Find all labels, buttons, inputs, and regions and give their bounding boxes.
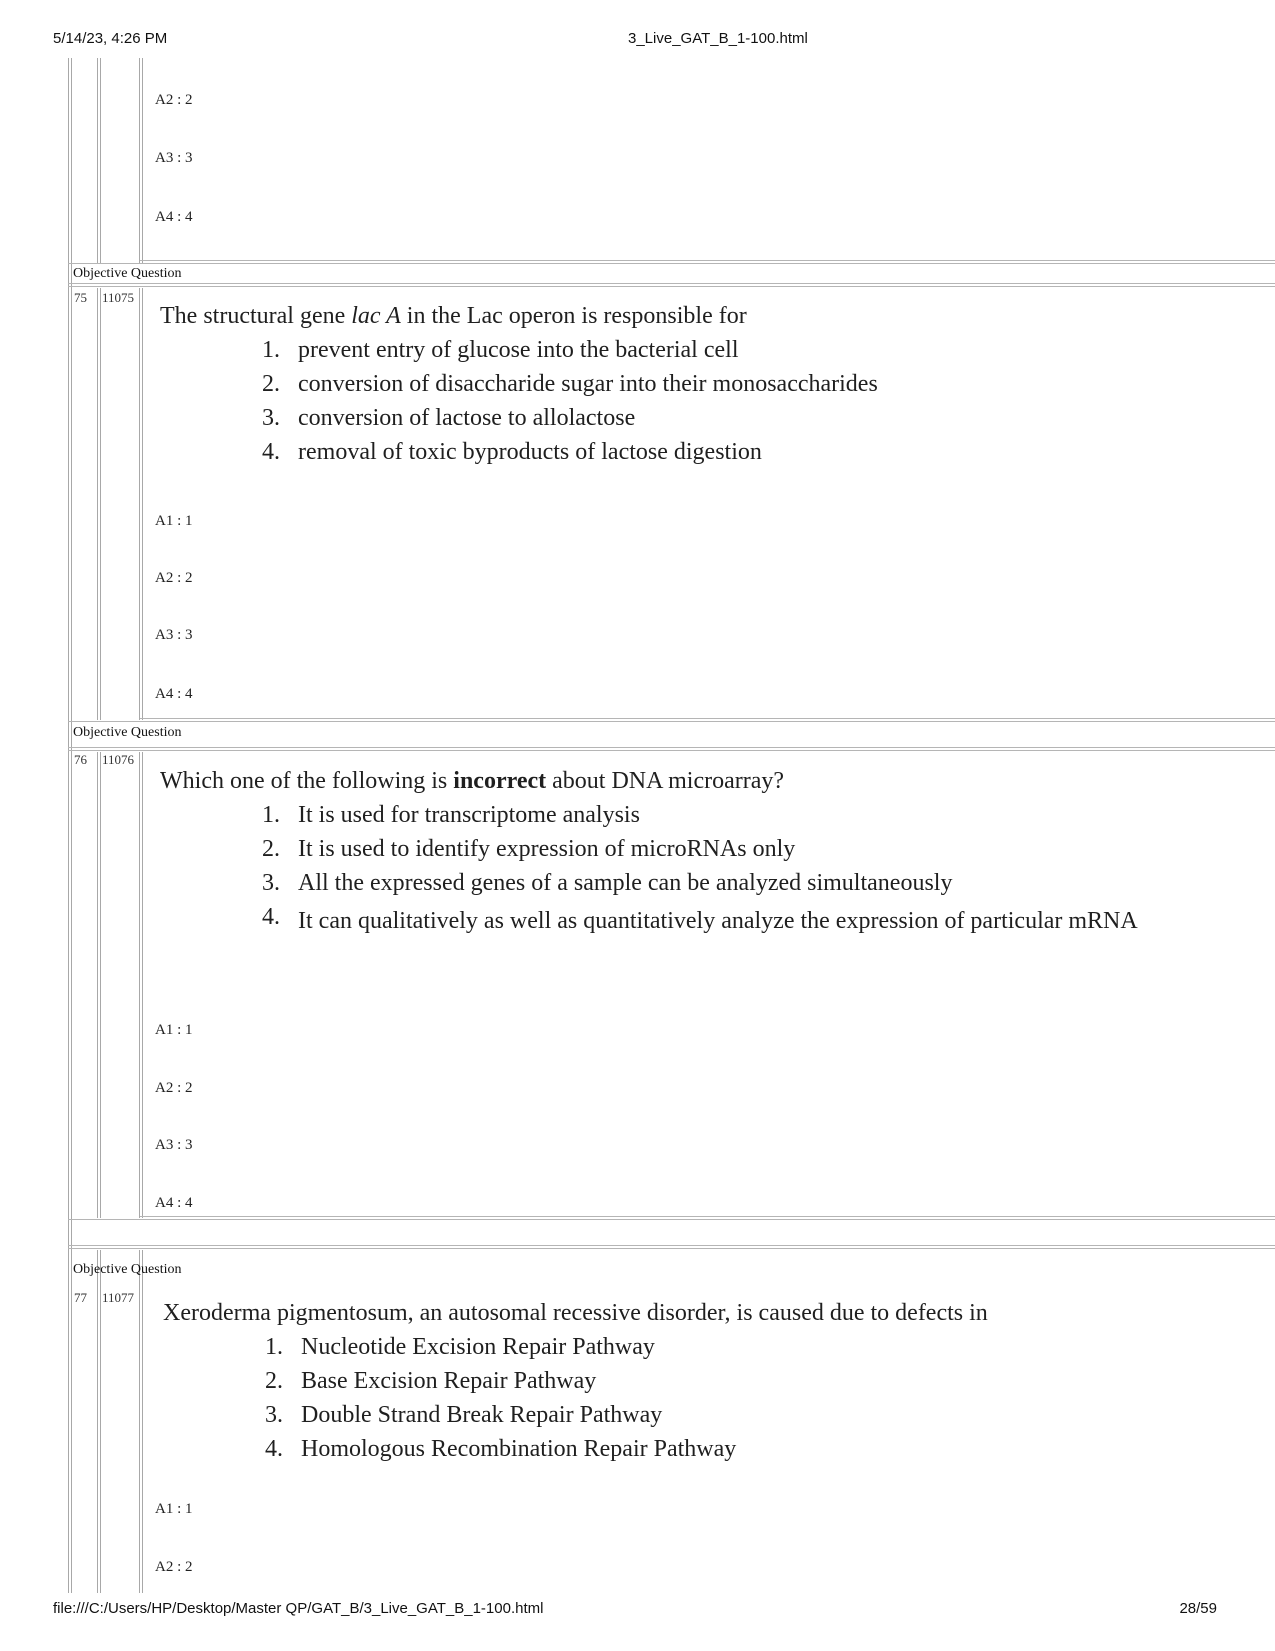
answer-option: A3 : 3 [155, 150, 193, 166]
frame-line [142, 1250, 143, 1593]
row-divider [140, 718, 1275, 719]
row-divider [68, 1245, 1275, 1246]
frame-line [142, 58, 143, 263]
frame-line [71, 58, 72, 1593]
question-stem: Xeroderma pigmentosum, an autosomal recessive disorder, is caused due to defects in [163, 1300, 988, 1326]
answer-option: A2 : 2 [155, 92, 193, 108]
question-id: 11076 [102, 752, 135, 767]
answer-option: A2 : 2 [155, 1080, 193, 1096]
frame-line [142, 752, 143, 1218]
frame-line [139, 288, 140, 720]
answer-option: A1 : 1 [155, 513, 193, 529]
frame-line [139, 58, 140, 263]
frame-line [97, 752, 98, 1218]
frame-line [68, 58, 69, 1593]
frame-line [97, 58, 98, 263]
question-id: 11077 [102, 1290, 135, 1305]
question-stem: The structural gene lac A in the Lac operon is responsible for [160, 303, 747, 329]
question-type-label: Objective Question [73, 1262, 182, 1277]
row-divider [68, 286, 1275, 287]
row-divider [68, 747, 1275, 748]
answer-option: A1 : 1 [155, 1022, 193, 1038]
row-divider [68, 721, 1275, 722]
answer-option: A4 : 4 [155, 1195, 193, 1211]
row-divider [68, 1248, 1275, 1249]
row-divider [68, 283, 1275, 284]
question-number: 76 [74, 752, 87, 767]
answer-option: A1 : 1 [155, 1501, 193, 1517]
document-title: 3_Live_GAT_B_1-100.html [628, 30, 808, 47]
answer-option: A4 : 4 [155, 209, 193, 225]
frame-line [100, 752, 101, 1218]
question-number: 75 [74, 290, 87, 305]
frame-line [97, 288, 98, 720]
question-type-label: Objective Question [73, 725, 182, 740]
frame-line [100, 58, 101, 263]
row-divider [68, 750, 1275, 751]
answer-option: A4 : 4 [155, 686, 193, 702]
answer-option: A2 : 2 [155, 1559, 193, 1575]
frame-line [100, 288, 101, 720]
question-type-label: Objective Question [73, 266, 182, 281]
row-divider [68, 263, 1275, 264]
frame-line [142, 288, 143, 720]
frame-line [100, 1250, 101, 1593]
answer-option: A2 : 2 [155, 570, 193, 586]
row-divider [68, 1219, 1275, 1220]
question-id: 11075 [102, 290, 135, 305]
row-divider [140, 260, 1275, 261]
print-datetime: 5/14/23, 4:26 PM [53, 30, 168, 47]
row-divider [140, 1216, 1275, 1217]
page-number: 28/59 [1179, 1600, 1217, 1617]
question-number: 77 [74, 1290, 87, 1305]
file-path-link[interactable]: file:///C:/Users/HP/Desktop/Master QP/GAT_B/3_Live_GAT_B_1-100.html [53, 1600, 544, 1617]
frame-line [139, 752, 140, 1218]
frame-line [97, 1250, 98, 1593]
frame-line [139, 1250, 140, 1593]
answer-option: A3 : 3 [155, 1137, 193, 1153]
question-stem: Which one of the following is incorrect about DNA microarray? [160, 768, 785, 794]
answer-option: A3 : 3 [155, 627, 193, 643]
